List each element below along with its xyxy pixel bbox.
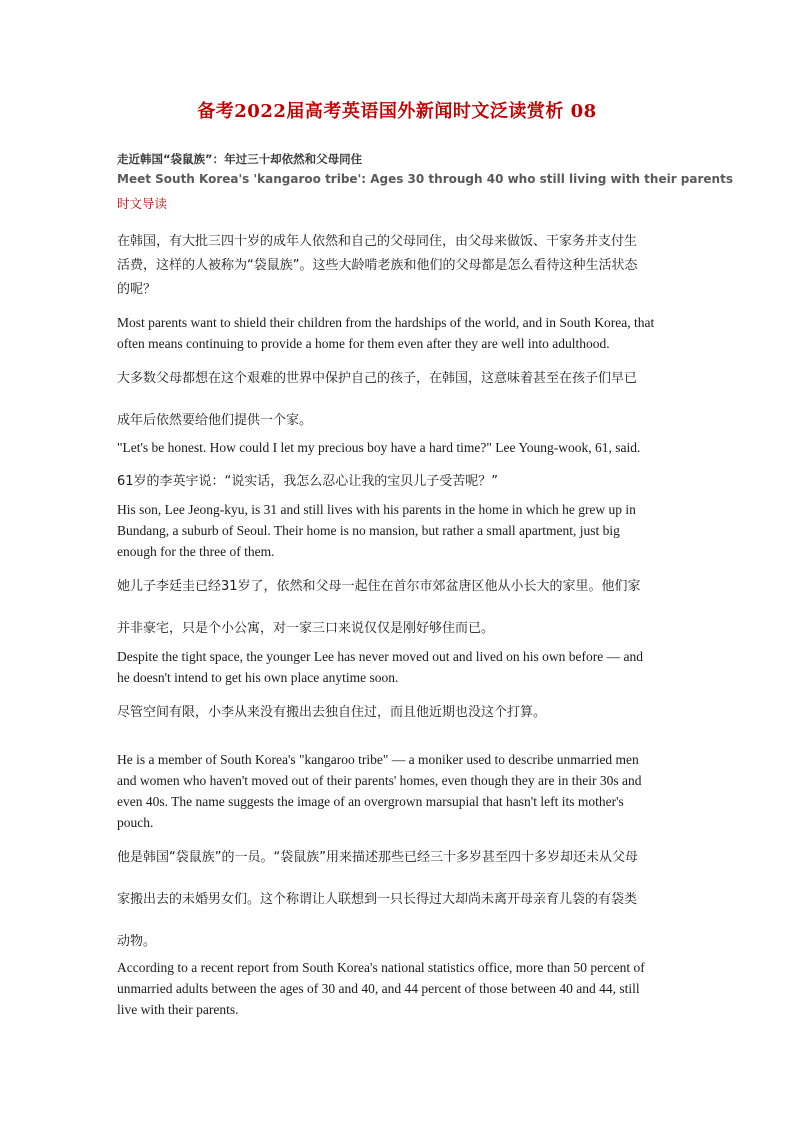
text-line: 61岁的李英宇说：“说实话，我怎么忍心让我的宝贝儿子受苦呢？” xyxy=(117,474,499,489)
text-line: 并非豪宅，只是个小公寓，对一家三口来说仅仅是刚好够住而已。 xyxy=(117,621,495,636)
text-line: 她儿子李廷圭已经31岁了，依然和父母一起住在首尔市郊盆唐区他从小长大的家里。他们家 xyxy=(117,579,641,594)
text-line: 大多数父母都想在这个艰难的世界中保护自己的孩子，在韩国，这意味着甚至在孩子们早已 xyxy=(117,371,638,386)
text-line: 成年后依然要给他们提供一个家。 xyxy=(117,413,313,428)
text-line: often means continuing to provide a home for them even after they are well into adulthood. xyxy=(117,336,610,351)
section-label: 时文导读 xyxy=(117,196,168,211)
text-line: he doesn't intend to get his own place anytime soon. xyxy=(117,670,399,685)
text-line: and women who haven't moved out of their parents' homes, even though they are in their 30s and xyxy=(117,773,642,788)
text-line: 尽管空间有限，小李从来没有搬出去独自住过，而且他近期也没这个打算。 xyxy=(117,705,547,720)
text-line: 的呢？ xyxy=(117,282,157,297)
text-line: 活费，这样的人被称为“袋鼠族”。这些大龄啃老族和他们的父母都是怎么看待这种生活状态 xyxy=(117,258,638,273)
text-line: Most parents want to shield their children from the hardships of the world, and in South Korea, that xyxy=(117,315,655,330)
text-line: Despite the tight space, the younger Lee has never moved out and lived on his own before — and xyxy=(117,649,643,664)
text-line: 他是韩国“袋鼠族”的一员。“袋鼠族”用来描述那些已经三十多岁甚至四十多岁却还未从父母 xyxy=(117,850,638,865)
text-line: 在韩国，有大批三四十岁的成年人依然和自己的父母同住，由父母来做饭、干家务并支付生 xyxy=(117,234,638,249)
text-line: enough for the three of them. xyxy=(117,544,275,559)
text-line: According to a recent report from South Korea's national statistics office, more than 50 percent of xyxy=(117,960,645,975)
article-title-english: Meet South Korea's 'kangaroo tribe': Ages 30 through 40 who still living with their parents xyxy=(117,172,733,186)
text-line: unmarried adults between the ages of 30 and 40, and 44 percent of those between 40 and 44, still xyxy=(117,981,640,996)
text-line: 家搬出去的未婚男女们。这个称谓让人联想到一只长得过大却尚未离开母亲育儿袋的有袋类 xyxy=(117,892,638,907)
text-line: live with their parents. xyxy=(117,1002,239,1017)
article-title-chinese: 走近韩国“袋鼠族”：年过三十却依然和父母同住 xyxy=(117,152,363,166)
text-line: "Let's be honest. How could I let my precious boy have a hard time?" Lee Young-wook, 61, said. xyxy=(117,440,641,455)
document-title: 备考2022届高考英语国外新闻时文泛读赏析 08 xyxy=(197,101,597,122)
text-line: Bundang, a suburb of Seoul. Their home is no mansion, but rather a small apartment, just big xyxy=(117,523,620,538)
text-line: pouch. xyxy=(117,815,154,830)
text-line: 动物。 xyxy=(117,934,157,949)
text-line: His son, Lee Jeong-kyu, is 31 and still lives with his parents in the home in which he grew up in xyxy=(117,502,636,517)
text-line: He is a member of South Korea's "kangaroo tribe" — a moniker used to describe unmarried men xyxy=(117,752,639,767)
text-line: even 40s. The name suggests the image of an overgrown marsupial that hasn't left its mother's xyxy=(117,794,624,809)
